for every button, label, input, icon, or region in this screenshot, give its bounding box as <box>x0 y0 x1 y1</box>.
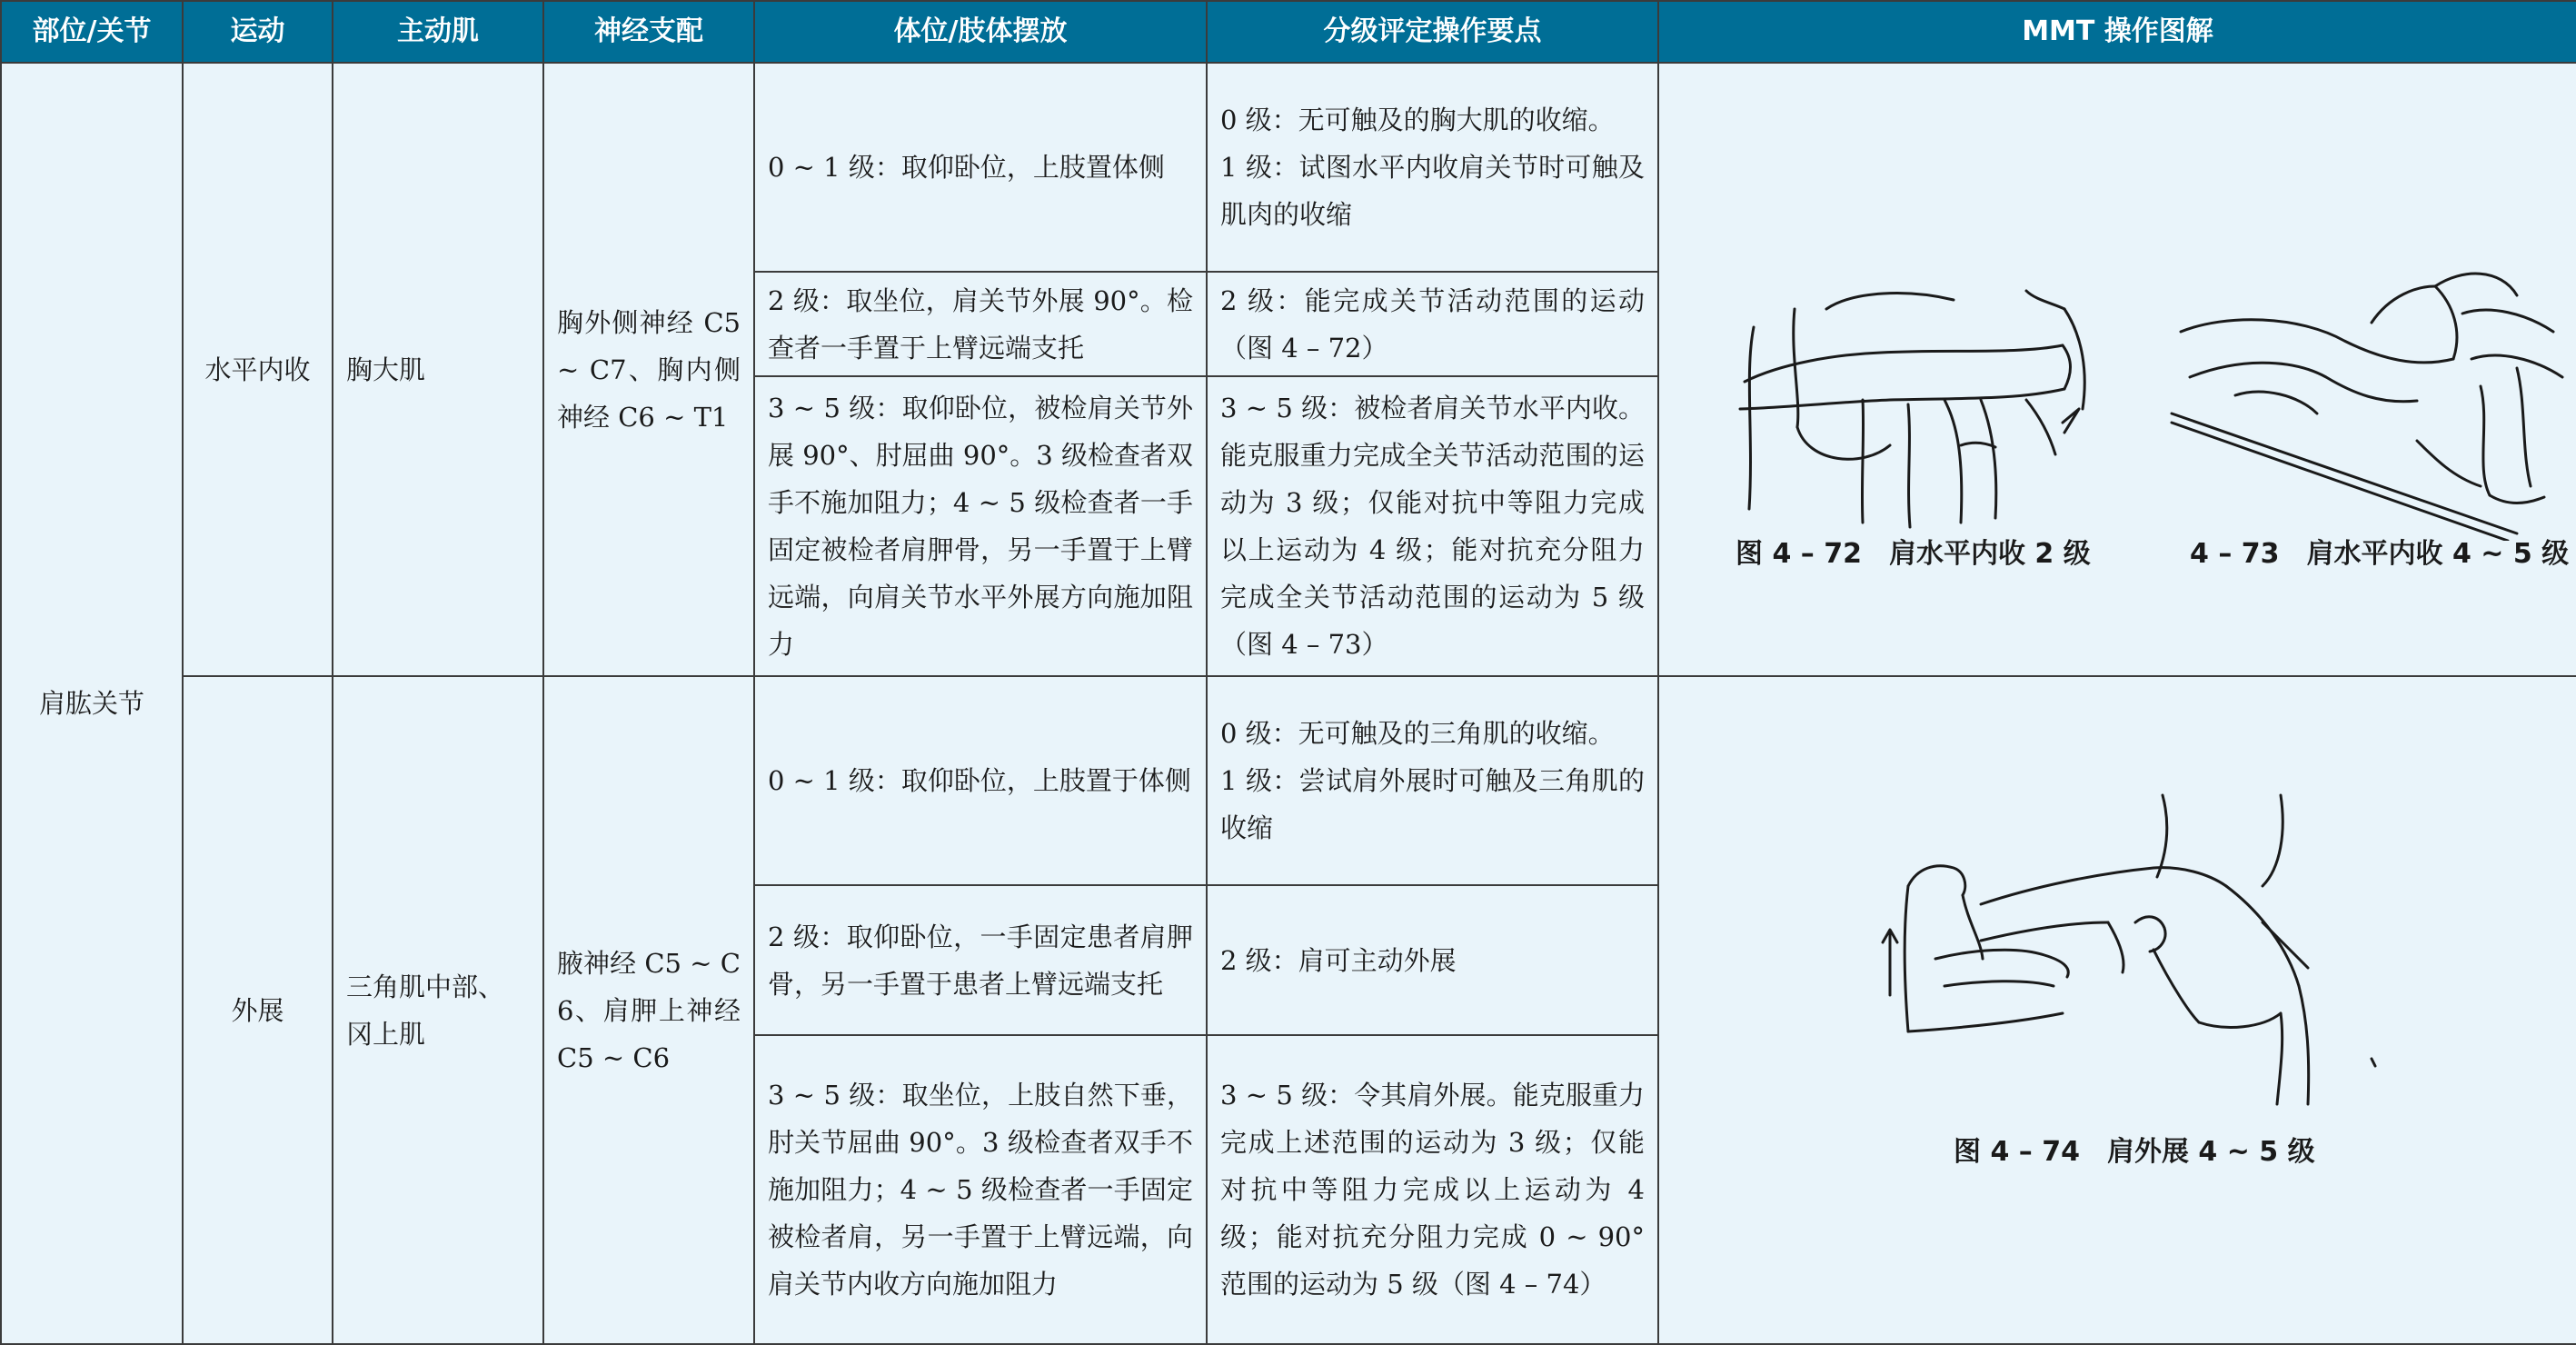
joint-cell: 肩肱关节 <box>1 63 183 1344</box>
position-cell: 0 ~ 1 级：取仰卧位，上肢置于体侧 <box>754 676 1207 885</box>
horizontal-adduction-grade2-illustration <box>1726 273 2126 536</box>
header-position: 体位/肢体摆放 <box>754 1 1207 63</box>
header-illustration: MMT 操作图解 <box>1658 1 2576 63</box>
nerve-cell-pectoral: 胸外侧神经 C5 ~ C7、胸内侧神经 C6 ~ T1 <box>543 63 754 676</box>
grading-line: 3 ~ 5 级：被检者肩关节水平内收。能克服重力完成全关节活动范围的运动为 3 级；仅能对抗中等阻力完成以上运动为 4 级；能对抗充分阻力完成全关节活动范围的运动为 5 级（图 4 – 73） <box>1220 393 1645 660</box>
position-cell: 2 级：取仰卧位，一手固定患者肩胛骨，另一手置于患者上臂远端支托 <box>754 885 1207 1035</box>
grading-line: 3 ~ 5 级：令其肩外展。能克服重力完成上述范围的运动为 3 级；仅能对抗中等阻力完成以上运动为 4 级；能对抗充分阻力完成 0 ~ 90° 范围的运动为 5 级（图 4 – 74） <box>1220 1080 1645 1300</box>
grading-cell <box>1207 1035 1658 1344</box>
table-row <box>1 676 2576 885</box>
figure-caption-4-72: 图 4 – 72 肩水平内收 2 级 <box>1736 538 2091 570</box>
grading-line: 0 级：无可触及的胸大肌的收缩。 <box>1220 105 1615 135</box>
motion-cell-abduction: 外展 <box>183 676 333 1344</box>
position-cell: 0 ~ 1 级：取仰卧位，上肢置体侧 <box>754 63 1207 272</box>
header-grading: 分级评定操作要点 <box>1207 1 1658 63</box>
grading-cell <box>1207 885 1658 1035</box>
position-cell: 2 级：取坐位，肩关节外展 90°。检查者一手置于上臂远端支托 <box>754 272 1207 376</box>
grading-cell <box>1207 63 1658 272</box>
muscle-cell-deltoid: 三角肌中部、冈上肌 <box>333 676 543 1344</box>
illustration-cell-abduction <box>1658 676 2576 1344</box>
grading-line: 2 级：肩可主动外展 <box>1220 944 1457 976</box>
grading-line: 0 级：无可触及的三角肌的收缩。 <box>1220 718 1615 749</box>
grading-cell <box>1207 676 1658 885</box>
figure-caption-4-73: 4 – 73 肩水平内收 4 ~ 5 级 <box>2190 538 2570 570</box>
header-nerve: 神经支配 <box>543 1 754 63</box>
figure-caption-4-74: 图 4 – 74 肩外展 4 ~ 5 级 <box>1954 1136 2315 1168</box>
header-motion: 运动 <box>183 1 333 63</box>
table-row <box>1 63 2576 272</box>
motion-cell-horizontal-adduction: 水平内收 <box>183 63 333 676</box>
grading-cell <box>1207 272 1658 376</box>
grading-line: 2 级：能完成关节活动范围的运动（图 4 – 72） <box>1220 284 1645 364</box>
header-joint: 部位/关节 <box>1 1 183 63</box>
position-cell: 3 ~ 5 级：取坐位，上肢自然下垂，肘关节屈曲 90°。3 级检查者双手不施加阻力；4 ~ 5 级检查者一手固定被检者肩，另一手置于上臂远端，向肩关节内收方向施加阻力 <box>754 1035 1207 1344</box>
position-cell: 3 ~ 5 级：取仰卧位，被检肩关节外展 90°、肘屈曲 90°。3 级检查者双手不施加阻力；4 ~ 5 级检查者一手固定被检者肩胛骨，另一手置于上臂远端，向肩关节水平外展方向施加阻力 <box>754 376 1207 676</box>
grading-line: 1 级：试图水平内收肩关节时可触及肌肉的收缩 <box>1220 152 1645 230</box>
shoulder-abduction-grade4-5-illustration <box>1881 786 2390 1113</box>
header-muscle: 主动肌 <box>333 1 543 63</box>
illustration-cell-horizontal-adduction <box>1658 63 2576 676</box>
header-row <box>1 1 2576 63</box>
muscle-cell-pectoralis: 胸大肌 <box>333 63 543 676</box>
horizontal-adduction-grade4-5-illustration <box>2163 259 2576 541</box>
nerve-cell-axillary: 腋神经 C5 ~ C6、肩胛上神经 C5 ~ C6 <box>543 676 754 1344</box>
grading-line: 1 级：尝试肩外展时可触及三角肌的收缩 <box>1220 765 1645 843</box>
grading-cell <box>1207 376 1658 676</box>
